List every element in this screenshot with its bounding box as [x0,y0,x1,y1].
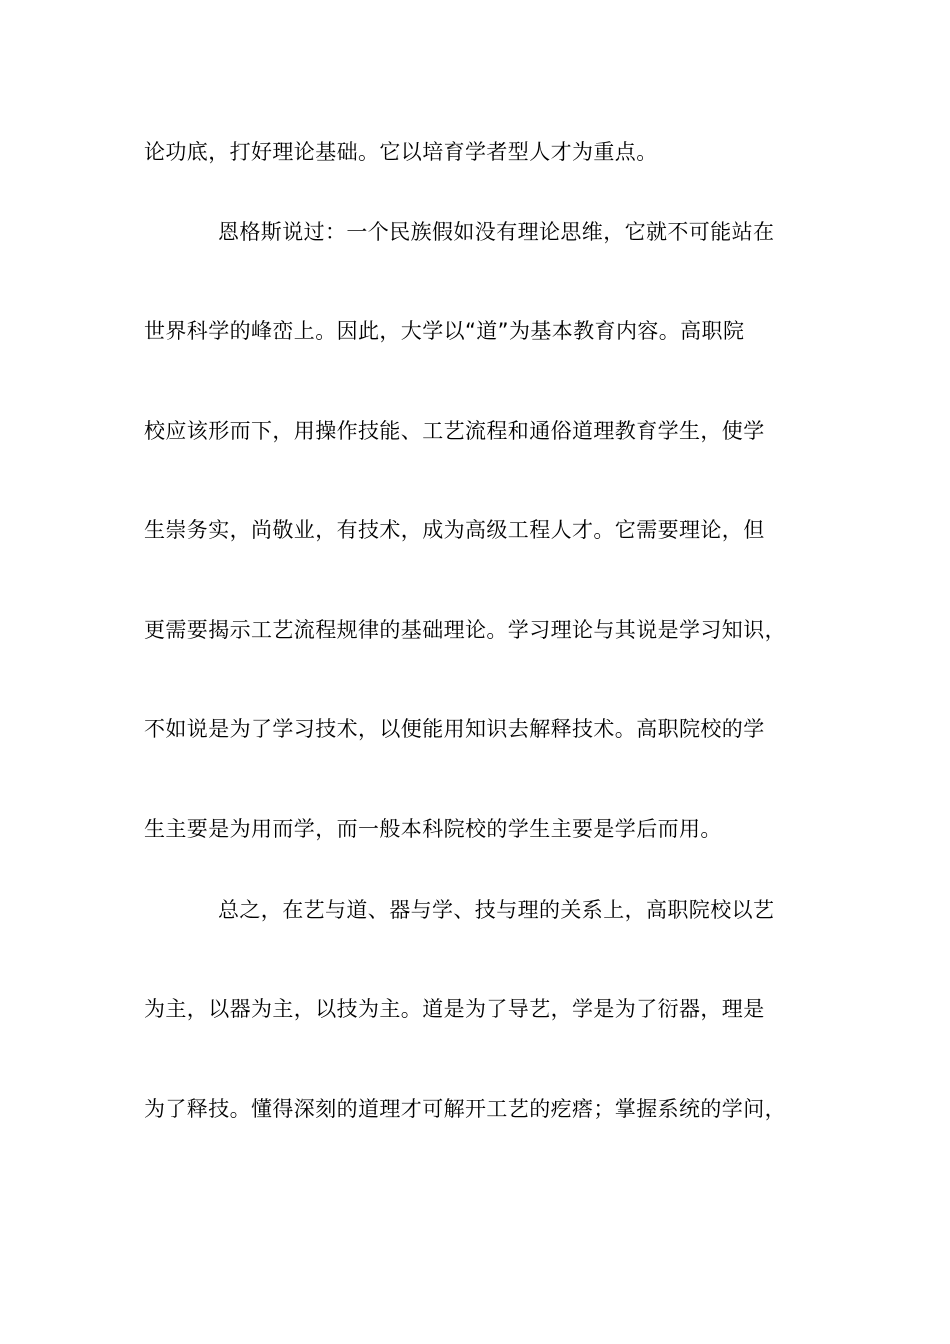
paragraph-first-line: 恩格斯说过：一个民族假如没有理论思维，它就不可能站在 [218,220,775,244]
text-line: 更需要揭示工艺流程规律的基础理论。学习理论与其说是学习知识， [144,618,786,642]
text-line: 生崇务实，尚敬业，有技术，成为高级工程人才。它需要理论，但 [144,518,765,542]
text-line: 论功底，打好理论基础。它以培育学者型人才为重点。 [144,140,658,164]
text-line: 世界科学的峰峦上。因此，大学以“道”为基本教育内容。高职院 [144,319,745,343]
text-line: 为了释技。懂得深刻的道理才可解开工艺的疙瘩；掌握系统的学问， [144,1097,786,1121]
text-line: 为主，以器为主，以技为主。道是为了导艺，学是为了衍器，理是 [144,997,765,1021]
paragraph-first-line: 总之，在艺与道、器与学、技与理的关系上，高职院校以艺 [218,898,775,922]
text-line: 不如说是为了学习技术，以便能用知识去解释技术。高职院校的学 [144,717,765,741]
text-line: 生主要是为用而学，而一般本科院校的学生主要是学后而用。 [144,817,722,841]
text-line: 校应该形而下，用操作技能、工艺流程和通俗道理教育学生，使学 [144,419,765,443]
